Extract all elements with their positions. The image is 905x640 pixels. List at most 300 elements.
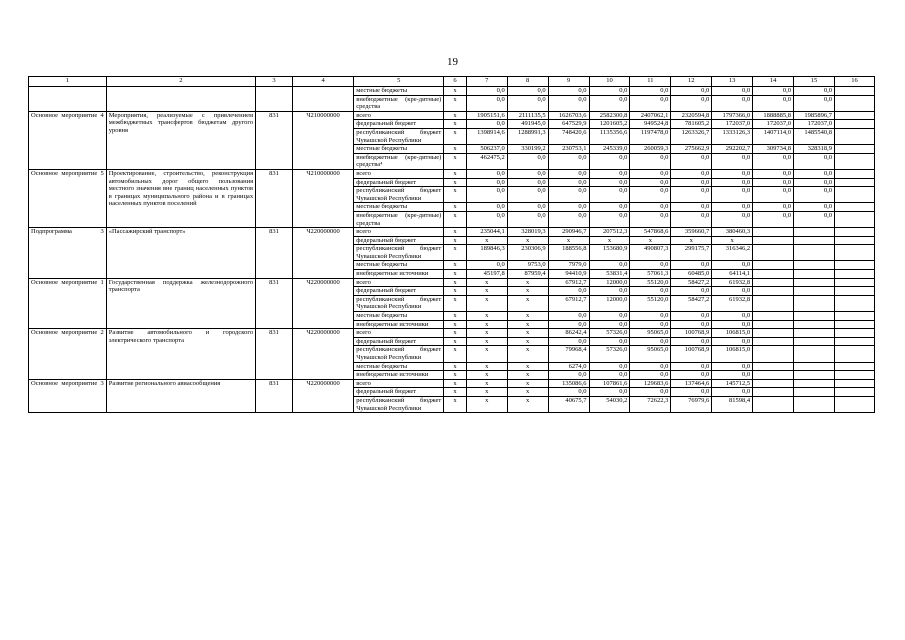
- column-6-cell: x: [444, 87, 467, 96]
- value-cell: 55120,0: [630, 278, 671, 287]
- value-cell: 100768,9: [671, 329, 712, 338]
- value-cell: 0,0: [589, 153, 630, 169]
- column-16-cell: [834, 362, 874, 371]
- value-cell: x: [507, 312, 548, 321]
- value-cell: 0,0: [671, 178, 712, 187]
- value-cell: 0,0: [671, 312, 712, 321]
- column-header: 9: [548, 77, 589, 87]
- value-cell: 0,0: [712, 169, 753, 178]
- column-16-cell: [834, 87, 874, 96]
- value-cell: [753, 295, 794, 311]
- value-cell: 0,0: [630, 187, 671, 203]
- column-16-cell: [834, 278, 874, 287]
- column-6-cell: x: [444, 320, 467, 329]
- value-cell: x: [507, 362, 548, 371]
- value-cell: [753, 346, 794, 362]
- budget-table: [28, 76, 875, 413]
- table-row: [29, 228, 875, 237]
- column-header: 4: [292, 77, 353, 87]
- value-cell: 0,0: [466, 95, 507, 111]
- value-cell: 0,0: [671, 261, 712, 270]
- value-cell: 0,0: [753, 178, 794, 187]
- value-cell: 1905151,6: [466, 111, 507, 120]
- value-cell: 0,0: [794, 178, 835, 187]
- value-cell: x: [466, 295, 507, 311]
- value-cell: 0,0: [712, 287, 753, 296]
- value-cell: x: [466, 329, 507, 338]
- value-cell: 0,0: [712, 261, 753, 270]
- value-cell: 0,0: [712, 312, 753, 321]
- value-cell: 72622,3: [630, 396, 671, 412]
- value-cell: 0,0: [671, 287, 712, 296]
- value-cell: x: [548, 236, 589, 245]
- value-cell: 0,0: [630, 95, 671, 111]
- funding-source: внебюджетные (кре-дитные) средства: [354, 211, 444, 227]
- value-cell: 0,0: [630, 87, 671, 96]
- value-cell: [753, 362, 794, 371]
- value-cell: 0,0: [548, 320, 589, 329]
- value-cell: 781605,2: [671, 120, 712, 129]
- value-cell: 0,0: [589, 178, 630, 187]
- column-16-cell: [834, 261, 874, 270]
- funding-source: республиканский бюджет Чувашской Республики: [354, 295, 444, 311]
- value-cell: 0,0: [507, 87, 548, 96]
- value-cell: x: [671, 236, 712, 245]
- executor-code: 831: [256, 111, 293, 169]
- column-16-cell: [834, 228, 874, 237]
- value-cell: [753, 388, 794, 397]
- value-cell: 0,0: [589, 388, 630, 397]
- value-cell: x: [466, 396, 507, 412]
- value-cell: 0,0: [671, 169, 712, 178]
- column-16-cell: [834, 295, 874, 311]
- value-cell: [753, 396, 794, 412]
- value-cell: 1407114,0: [753, 128, 794, 144]
- value-cell: 235044,1: [466, 228, 507, 237]
- value-cell: 153680,9: [589, 245, 630, 261]
- value-cell: 58427,2: [671, 278, 712, 287]
- value-cell: 95065,0: [630, 346, 671, 362]
- value-cell: x: [466, 362, 507, 371]
- column-header: 14: [753, 77, 794, 87]
- value-cell: 1197478,0: [630, 128, 671, 144]
- value-cell: 462475,2: [466, 153, 507, 169]
- value-cell: 67912,7: [548, 278, 589, 287]
- value-cell: 61932,8: [712, 278, 753, 287]
- value-cell: 328019,3: [507, 228, 548, 237]
- value-cell: 647529,9: [548, 120, 589, 129]
- column-header: 8: [507, 77, 548, 87]
- value-cell: 260059,3: [630, 145, 671, 154]
- value-cell: 189846,3: [466, 245, 507, 261]
- funding-source: местные бюджеты: [354, 261, 444, 270]
- value-cell: [753, 337, 794, 346]
- column-header: 6: [444, 77, 467, 87]
- program-code: Ч210000000: [292, 111, 353, 169]
- column-6-cell: x: [444, 211, 467, 227]
- page-number: 19: [447, 56, 458, 68]
- value-cell: 0,0: [712, 95, 753, 111]
- value-cell: 0,0: [671, 362, 712, 371]
- value-cell: 359660,7: [671, 228, 712, 237]
- value-cell: 12000,0: [589, 278, 630, 287]
- funding-source: внебюджетные (кре-дитные) средства⁴: [354, 153, 444, 169]
- value-cell: [753, 245, 794, 261]
- column-header: 2: [106, 77, 255, 87]
- value-cell: 0,0: [507, 187, 548, 203]
- value-cell: 748420,6: [548, 128, 589, 144]
- column-header: 15: [794, 77, 835, 87]
- value-cell: 0,0: [548, 187, 589, 203]
- funding-source: федеральный бюджет: [354, 337, 444, 346]
- value-cell: 172037,0: [794, 120, 835, 129]
- value-cell: 64114,1: [712, 270, 753, 279]
- value-cell: 0,0: [794, 211, 835, 227]
- value-cell: 54030,2: [589, 396, 630, 412]
- executor-code: [256, 87, 293, 112]
- value-cell: 0,0: [548, 337, 589, 346]
- funding-source: местные бюджеты: [354, 203, 444, 212]
- value-cell: 0,0: [794, 203, 835, 212]
- column-6-cell: x: [444, 120, 467, 129]
- value-cell: 1797366,0: [712, 111, 753, 120]
- funding-source: федеральный бюджет: [354, 287, 444, 296]
- value-cell: x: [466, 346, 507, 362]
- event-name: Основное мероприятие 5: [29, 169, 107, 227]
- column-6-cell: x: [444, 278, 467, 287]
- event-name: Основное мероприятие 2: [29, 329, 107, 380]
- value-cell: 292202,7: [712, 145, 753, 154]
- program-code: Ч220000000: [292, 228, 353, 279]
- column-6-cell: x: [444, 95, 467, 111]
- column-6-cell: x: [444, 178, 467, 187]
- value-cell: [753, 329, 794, 338]
- funding-source: федеральный бюджет: [354, 120, 444, 129]
- value-cell: 0,0: [548, 312, 589, 321]
- value-cell: 145712,5: [712, 379, 753, 388]
- value-cell: 491945,0: [507, 120, 548, 129]
- column-6-cell: x: [444, 245, 467, 261]
- value-cell: 6274,0: [548, 362, 589, 371]
- value-cell: x: [466, 320, 507, 329]
- value-cell: 0,0: [589, 337, 630, 346]
- value-cell: 76979,6: [671, 396, 712, 412]
- value-cell: 106815,0: [712, 329, 753, 338]
- column-16-cell: [834, 312, 874, 321]
- value-cell: 0,0: [712, 211, 753, 227]
- value-cell: 9753,0: [507, 261, 548, 270]
- value-cell: 0,0: [753, 153, 794, 169]
- value-cell: 0,0: [466, 187, 507, 203]
- value-cell: x: [507, 388, 548, 397]
- program-code: [292, 87, 353, 112]
- table-row: [29, 329, 875, 338]
- column-header: 16: [834, 77, 874, 87]
- value-cell: 275662,9: [671, 145, 712, 154]
- value-cell: 0,0: [589, 203, 630, 212]
- value-cell: 0,0: [589, 320, 630, 329]
- value-cell: 1398914,6: [466, 128, 507, 144]
- value-cell: 172037,0: [753, 120, 794, 129]
- value-cell: x: [507, 329, 548, 338]
- value-cell: 0,0: [466, 261, 507, 270]
- value-cell: 1135356,6: [589, 128, 630, 144]
- value-cell: 1985896,7: [794, 111, 835, 120]
- value-cell: 0,0: [712, 388, 753, 397]
- column-16-cell: [834, 203, 874, 212]
- funding-source: федеральный бюджет: [354, 236, 444, 245]
- value-cell: 1288991,3: [507, 128, 548, 144]
- value-cell: 0,0: [507, 169, 548, 178]
- value-cell: 0,0: [548, 203, 589, 212]
- value-cell: 0,0: [589, 169, 630, 178]
- value-cell: x: [507, 287, 548, 296]
- column-16-cell: [834, 371, 874, 380]
- value-cell: 0,0: [630, 261, 671, 270]
- value-cell: [794, 261, 835, 270]
- value-cell: 87959,4: [507, 270, 548, 279]
- value-cell: 0,0: [507, 95, 548, 111]
- value-cell: 0,0: [671, 187, 712, 203]
- value-cell: 0,0: [712, 337, 753, 346]
- value-cell: 2407062,1: [630, 111, 671, 120]
- value-cell: 1263326,7: [671, 128, 712, 144]
- value-cell: 380460,3: [712, 228, 753, 237]
- funding-source: внебюджетные источники: [354, 371, 444, 380]
- table-row: [29, 379, 875, 388]
- value-cell: 129683,6: [630, 379, 671, 388]
- table-row: [29, 111, 875, 120]
- value-cell: 1201605,2: [589, 120, 630, 129]
- value-cell: 57326,0: [589, 346, 630, 362]
- header-row: [29, 77, 875, 87]
- value-cell: 135086,6: [548, 379, 589, 388]
- executor-code: 831: [256, 379, 293, 412]
- column-16-cell: [834, 320, 874, 329]
- value-cell: 0,0: [548, 371, 589, 380]
- value-cell: x: [466, 337, 507, 346]
- value-cell: 0,0: [466, 211, 507, 227]
- value-cell: [794, 346, 835, 362]
- value-cell: [794, 270, 835, 279]
- funding-source: всего: [354, 379, 444, 388]
- column-16-cell: [834, 187, 874, 203]
- event-name: [29, 87, 107, 112]
- table-body: [29, 87, 875, 413]
- value-cell: 1626703,6: [548, 111, 589, 120]
- value-cell: 230753,1: [548, 145, 589, 154]
- event-title: Развитие регионального авиасообщения: [106, 379, 255, 412]
- value-cell: [794, 379, 835, 388]
- value-cell: x: [507, 320, 548, 329]
- funding-source: республиканский бюджет Чувашской Республики: [354, 245, 444, 261]
- event-title: «Пассажирский транспорт»: [106, 228, 255, 279]
- value-cell: [794, 371, 835, 380]
- value-cell: 0,0: [507, 178, 548, 187]
- value-cell: 0,0: [548, 178, 589, 187]
- value-cell: 0,0: [589, 312, 630, 321]
- funding-source: внебюджетные источники: [354, 320, 444, 329]
- funding-source: республиканский бюджет Чувашской Республики: [354, 346, 444, 362]
- value-cell: x: [507, 371, 548, 380]
- column-6-cell: x: [444, 145, 467, 154]
- table-row: [29, 87, 875, 96]
- value-cell: 0,0: [548, 169, 589, 178]
- value-cell: 45197,8: [466, 270, 507, 279]
- value-cell: 40675,7: [548, 396, 589, 412]
- value-cell: [753, 312, 794, 321]
- value-cell: 79968,4: [548, 346, 589, 362]
- value-cell: 0,0: [671, 211, 712, 227]
- column-6-cell: x: [444, 153, 467, 169]
- column-header: 11: [630, 77, 671, 87]
- value-cell: 61932,8: [712, 295, 753, 311]
- value-cell: 0,0: [630, 320, 671, 329]
- program-code: Ч220000000: [292, 379, 353, 412]
- value-cell: 2320594,8: [671, 111, 712, 120]
- value-cell: 0,0: [548, 287, 589, 296]
- event-title: Мероприятия, реализуемые с привлечением межбюджетных трансфертов бюджетам другого уровня: [106, 111, 255, 169]
- column-header: 10: [589, 77, 630, 87]
- value-cell: 2111135,5: [507, 111, 548, 120]
- value-cell: 172037,0: [712, 120, 753, 129]
- value-cell: 245339,0: [589, 145, 630, 154]
- event-name: Основное мероприятие 1: [29, 278, 107, 329]
- value-cell: [794, 396, 835, 412]
- value-cell: x: [466, 312, 507, 321]
- value-cell: 12000,0: [589, 295, 630, 311]
- value-cell: 67912,7: [548, 295, 589, 311]
- column-6-cell: x: [444, 203, 467, 212]
- funding-source: местные бюджеты: [354, 312, 444, 321]
- value-cell: 0,0: [630, 371, 671, 380]
- column-6-cell: x: [444, 379, 467, 388]
- value-cell: x: [466, 287, 507, 296]
- value-cell: [794, 278, 835, 287]
- value-cell: [753, 236, 794, 245]
- value-cell: 1888885,8: [753, 111, 794, 120]
- value-cell: 290946,7: [548, 228, 589, 237]
- column-16-cell: [834, 128, 874, 144]
- value-cell: 0,0: [548, 388, 589, 397]
- value-cell: 106815,0: [712, 346, 753, 362]
- value-cell: 0,0: [548, 153, 589, 169]
- funding-source: местные бюджеты: [354, 362, 444, 371]
- funding-source: местные бюджеты: [354, 145, 444, 154]
- value-cell: x: [507, 278, 548, 287]
- column-16-cell: [834, 111, 874, 120]
- value-cell: 1333126,3: [712, 128, 753, 144]
- column-16-cell: [834, 287, 874, 296]
- value-cell: [753, 261, 794, 270]
- value-cell: 0,0: [671, 388, 712, 397]
- value-cell: 0,0: [507, 153, 548, 169]
- value-cell: [753, 371, 794, 380]
- value-cell: [794, 236, 835, 245]
- column-16-cell: [834, 211, 874, 227]
- value-cell: 949524,8: [630, 120, 671, 129]
- value-cell: [753, 320, 794, 329]
- column-16-cell: [834, 337, 874, 346]
- column-16-cell: [834, 379, 874, 388]
- value-cell: 0,0: [794, 187, 835, 203]
- value-cell: 0,0: [753, 211, 794, 227]
- column-header: 12: [671, 77, 712, 87]
- value-cell: 0,0: [630, 178, 671, 187]
- funding-source: республиканский бюджет Чувашской Республики: [354, 396, 444, 412]
- value-cell: 0,0: [712, 320, 753, 329]
- value-cell: 0,0: [671, 337, 712, 346]
- value-cell: 0,0: [753, 187, 794, 203]
- funding-source: внебюджетные (кре-дитные) средства: [354, 95, 444, 111]
- column-6-cell: x: [444, 236, 467, 245]
- value-cell: x: [466, 379, 507, 388]
- value-cell: x: [466, 388, 507, 397]
- executor-code: 831: [256, 329, 293, 380]
- column-16-cell: [834, 329, 874, 338]
- value-cell: 0,0: [548, 211, 589, 227]
- table-row: [29, 278, 875, 287]
- value-cell: 107861,6: [589, 379, 630, 388]
- value-cell: [794, 320, 835, 329]
- funding-source: федеральный бюджет: [354, 388, 444, 397]
- value-cell: 0,0: [712, 153, 753, 169]
- value-cell: x: [507, 379, 548, 388]
- column-header: 7: [466, 77, 507, 87]
- column-6-cell: x: [444, 337, 467, 346]
- value-cell: 0,0: [589, 187, 630, 203]
- column-6-cell: x: [444, 312, 467, 321]
- column-16-cell: [834, 245, 874, 261]
- value-cell: 0,0: [589, 87, 630, 96]
- column-header: 13: [712, 77, 753, 87]
- value-cell: 0,0: [671, 87, 712, 96]
- value-cell: x: [507, 295, 548, 311]
- column-6-cell: x: [444, 187, 467, 203]
- value-cell: 1485540,8: [794, 128, 835, 144]
- column-16-cell: [834, 236, 874, 245]
- value-cell: 53831,4: [589, 270, 630, 279]
- value-cell: 309734,8: [753, 145, 794, 154]
- value-cell: 0,0: [712, 371, 753, 380]
- value-cell: 0,0: [630, 312, 671, 321]
- value-cell: 0,0: [712, 362, 753, 371]
- value-cell: [753, 379, 794, 388]
- value-cell: 0,0: [712, 187, 753, 203]
- value-cell: 0,0: [794, 87, 835, 96]
- executor-code: 831: [256, 228, 293, 279]
- value-cell: 299175,7: [671, 245, 712, 261]
- value-cell: 7979,0: [548, 261, 589, 270]
- value-cell: [753, 270, 794, 279]
- funding-source: республиканский бюджет Чувашской Республики: [354, 128, 444, 144]
- funding-source: внебюджетные источники: [354, 270, 444, 279]
- value-cell: 81598,4: [712, 396, 753, 412]
- value-cell: x: [712, 236, 753, 245]
- value-cell: 0,0: [753, 87, 794, 96]
- event-title: [106, 87, 255, 112]
- value-cell: 0,0: [548, 95, 589, 111]
- value-cell: [794, 329, 835, 338]
- funding-source: всего: [354, 329, 444, 338]
- value-cell: 2582300,8: [589, 111, 630, 120]
- column-16-cell: [834, 95, 874, 111]
- value-cell: 0,0: [548, 87, 589, 96]
- value-cell: 0,0: [794, 153, 835, 169]
- value-cell: 137464,6: [671, 379, 712, 388]
- value-cell: 0,0: [507, 211, 548, 227]
- value-cell: 0,0: [589, 211, 630, 227]
